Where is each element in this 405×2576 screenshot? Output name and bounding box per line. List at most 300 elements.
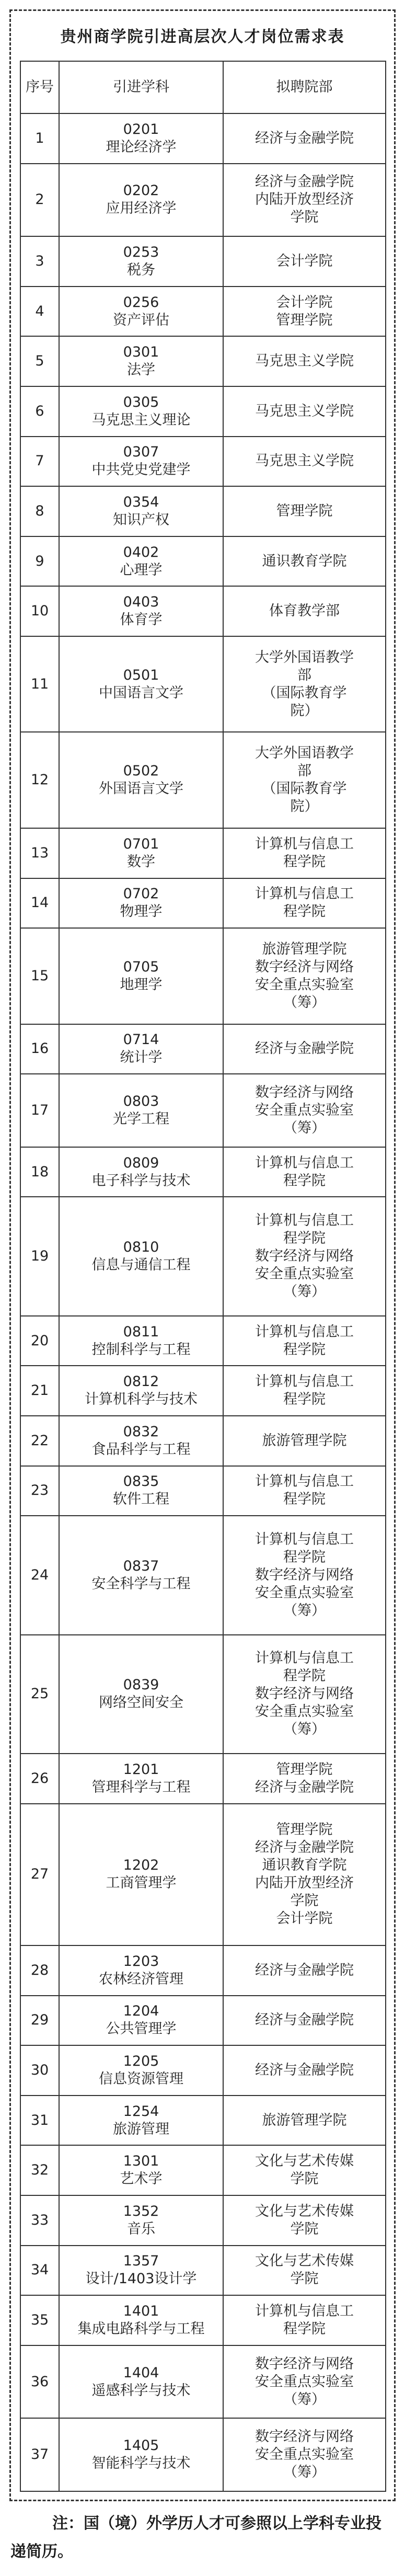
row-dept — [223, 2246, 386, 2296]
subject-code: 1254 — [123, 2103, 159, 2120]
subject-name: 音乐 — [127, 2220, 155, 2237]
row-subject — [59, 2195, 223, 2246]
row-dept — [223, 287, 386, 337]
row-dept — [223, 386, 386, 437]
row-dept — [223, 828, 386, 878]
row-subject — [59, 386, 223, 437]
dept-line: （筹） — [283, 2464, 326, 2481]
subject-name: 遥感科学与技术 — [91, 2382, 191, 2399]
row-subject — [59, 1197, 223, 1315]
subject-code: 0403 — [123, 594, 159, 611]
subject-name: 中共党史党建学 — [91, 462, 191, 478]
dept-line: 计算机与信息工 — [255, 1154, 354, 1171]
dept-line: （筹） — [283, 1721, 326, 1738]
row-dept — [223, 636, 386, 732]
subject-name: 光学工程 — [113, 1111, 169, 1128]
table-row — [20, 236, 386, 287]
subject-name: 中国语言文学 — [99, 684, 183, 701]
row-subject — [59, 1996, 223, 2046]
row-subject — [59, 536, 223, 587]
dept-line: 程学院 — [283, 1230, 326, 1247]
dept-line: 数字经济与网络 — [255, 1686, 354, 1702]
table-row — [20, 1316, 386, 1366]
row-dept — [223, 113, 386, 164]
dept-line: （筹） — [283, 994, 326, 1011]
dept-line: 学院 — [290, 2220, 319, 2237]
dept-line: （筹） — [283, 1120, 326, 1137]
subject-code: 1205 — [123, 2053, 159, 2069]
dept-line: 旅游管理学院 — [262, 2112, 347, 2128]
dept-line: 管理学院 — [276, 502, 333, 519]
row-seq: 2 — [20, 164, 59, 237]
subject-code: 1404 — [123, 2364, 159, 2381]
table-row — [20, 2246, 386, 2296]
row-subject — [59, 636, 223, 732]
dept-line: 大学外国语教学 — [255, 745, 354, 762]
subject-name: 艺术学 — [120, 2171, 163, 2188]
row-dept — [223, 732, 386, 828]
row-subject — [59, 1516, 223, 1634]
row-dept — [223, 2195, 386, 2246]
subject-name: 工商管理学 — [106, 1875, 177, 1892]
dept-line: 程学院 — [283, 1668, 326, 1685]
dept-line: 安全重点实验室 — [255, 2373, 354, 2390]
table-row — [20, 164, 386, 237]
subject-code: 0702 — [123, 886, 159, 902]
row-dept — [223, 236, 386, 287]
row-subject — [59, 164, 223, 237]
subject-name: 外国语言文学 — [99, 781, 183, 797]
row-seq: 6 — [20, 386, 59, 437]
row-dept — [223, 1416, 386, 1466]
subject-code: 1203 — [123, 1953, 159, 1970]
table-row — [20, 1754, 386, 1804]
subject-code: 1201 — [123, 1761, 159, 1778]
row-seq: 37 — [20, 2418, 59, 2491]
dept-line: 经济与金融学院 — [255, 130, 354, 146]
table-row — [20, 1466, 386, 1516]
subject-name: 设计/1403设计学 — [85, 2271, 197, 2287]
dept-line: 计算机与信息工 — [255, 1212, 354, 1229]
dept-line: 数字经济与网络 — [255, 1084, 354, 1101]
row-dept — [223, 2096, 386, 2146]
subject-code: 0256 — [123, 294, 159, 311]
dept-line: 数字经济与网络 — [255, 2355, 354, 2372]
dept-line: 数字经济与网络 — [255, 2429, 354, 2445]
row-subject — [59, 2246, 223, 2296]
header-seq: 序号 — [20, 61, 59, 113]
dept-line: 数字经济与网络 — [255, 1248, 354, 1265]
subject-code: 0837 — [123, 1558, 159, 1574]
subject-code: 0835 — [123, 1473, 159, 1490]
header-subject: 引进学科 — [59, 61, 223, 113]
row-seq: 17 — [20, 1074, 59, 1147]
dept-line: 马克思主义学院 — [255, 353, 354, 370]
row-dept — [223, 1074, 386, 1147]
dept-line: 计算机与信息工 — [255, 1531, 354, 1548]
subject-code: 0812 — [123, 1373, 159, 1390]
table-header-row — [20, 61, 386, 113]
dept-line: 部 — [297, 763, 311, 780]
row-seq: 21 — [20, 1366, 59, 1416]
row-seq: 9 — [20, 536, 59, 587]
row-dept — [223, 1366, 386, 1416]
dept-line: 经济与金融学院 — [255, 1040, 354, 1057]
table-row — [20, 287, 386, 337]
dept-line: 经济与金融学院 — [255, 1962, 354, 1978]
row-subject — [59, 1945, 223, 1996]
row-seq: 10 — [20, 586, 59, 636]
subject-code: 1401 — [123, 2303, 159, 2319]
subject-code: 0705 — [123, 958, 159, 975]
dept-line: 旅游管理学院 — [262, 941, 347, 957]
subject-name: 体育学 — [120, 612, 163, 628]
row-dept — [223, 1945, 386, 1996]
row-seq: 36 — [20, 2345, 59, 2419]
subject-code: 0201 — [123, 121, 159, 138]
row-subject — [59, 928, 223, 1024]
row-seq: 23 — [20, 1466, 59, 1516]
dept-line: 安全重点实验室 — [255, 1266, 354, 1283]
dept-line: 管理学院 — [276, 1761, 333, 1778]
subject-code: 0354 — [123, 494, 159, 510]
table-row — [20, 1197, 386, 1315]
table-row — [20, 732, 386, 828]
header-dept: 拟聘院部 — [223, 61, 386, 113]
table-row — [20, 2295, 386, 2345]
subject-code: 1204 — [123, 2003, 159, 2020]
dept-line: 文化与艺术传媒 — [255, 2153, 354, 2170]
row-dept — [223, 2295, 386, 2345]
table-row — [20, 437, 386, 487]
table-row — [20, 878, 386, 929]
row-subject — [59, 336, 223, 386]
table-row — [20, 586, 386, 636]
subject-code: 1405 — [123, 2437, 159, 2454]
table-row — [20, 636, 386, 732]
dept-line: 程学院 — [283, 853, 326, 870]
row-subject — [59, 1074, 223, 1147]
dept-line: 程学院 — [283, 903, 326, 920]
row-dept — [223, 1466, 386, 1516]
row-subject — [59, 2096, 223, 2146]
table-row — [20, 1516, 386, 1634]
dept-line: 体育教学部 — [269, 603, 340, 620]
table-row — [20, 2096, 386, 2146]
row-seq: 13 — [20, 828, 59, 878]
subject-name: 信息与通信工程 — [91, 1257, 191, 1274]
row-subject — [59, 1804, 223, 1945]
subject-name: 集成电路科学与工程 — [77, 2321, 205, 2337]
row-dept — [223, 586, 386, 636]
row-seq: 18 — [20, 1147, 59, 1197]
row-subject — [59, 2045, 223, 2096]
subject-code: 0202 — [123, 182, 159, 199]
dept-line: 旅游管理学院 — [262, 1432, 347, 1449]
subject-code: 0253 — [123, 244, 159, 260]
row-dept — [223, 1635, 386, 1754]
dept-line: 内陆开放型经济 — [255, 1875, 354, 1892]
subject-code: 0501 — [123, 667, 159, 683]
subject-code: 0301 — [123, 344, 159, 361]
row-dept — [223, 2045, 386, 2096]
dept-line: 安全重点实验室 — [255, 976, 354, 993]
row-dept — [223, 1147, 386, 1197]
subject-code: 0714 — [123, 1032, 159, 1048]
table-row — [20, 1074, 386, 1147]
table-row — [20, 536, 386, 587]
row-seq: 25 — [20, 1635, 59, 1754]
dept-line: 文化与艺术传媒 — [255, 2203, 354, 2219]
dept-line: 部 — [297, 667, 311, 683]
row-subject — [59, 732, 223, 828]
dept-line: 会计学院 — [276, 253, 333, 269]
dept-line: 院） — [290, 798, 319, 815]
row-seq: 3 — [20, 236, 59, 287]
row-subject — [59, 437, 223, 487]
dept-line: （筹） — [283, 1284, 326, 1300]
subject-name: 心理学 — [120, 562, 163, 578]
subject-code: 1301 — [123, 2153, 159, 2170]
subject-code: 0701 — [123, 835, 159, 852]
row-subject — [59, 878, 223, 929]
dept-line: 程学院 — [283, 1172, 326, 1189]
row-seq: 24 — [20, 1516, 59, 1634]
dept-line: 院） — [290, 702, 319, 719]
dept-line: 安全重点实验室 — [255, 1584, 354, 1601]
row-seq: 12 — [20, 732, 59, 828]
page-title: 贵州商学院引进高层次人才岗位需求表 — [60, 28, 345, 46]
table-row — [20, 2045, 386, 2096]
row-subject — [59, 236, 223, 287]
subject-name: 地理学 — [120, 976, 163, 993]
dept-line: 计算机与信息工 — [255, 1473, 354, 1490]
row-dept — [223, 878, 386, 929]
row-subject — [59, 2295, 223, 2345]
subject-name: 农林经济管理 — [99, 1971, 183, 1987]
table-row — [20, 113, 386, 164]
dept-line: 安全重点实验室 — [255, 1703, 354, 1720]
subject-name: 安全科学与工程 — [91, 1575, 191, 1592]
row-subject — [59, 1754, 223, 1804]
row-subject — [59, 1635, 223, 1754]
row-subject — [59, 2145, 223, 2195]
dept-line: 计算机与信息工 — [255, 886, 354, 902]
dept-line: 程学院 — [283, 1491, 326, 1508]
dept-line: 数字经济与网络 — [255, 958, 354, 975]
row-subject — [59, 486, 223, 536]
row-seq: 19 — [20, 1197, 59, 1315]
dept-line: （筹） — [283, 1602, 326, 1619]
dept-line: 学院 — [290, 2171, 319, 2188]
row-seq: 34 — [20, 2246, 59, 2296]
subject-code: 1202 — [123, 1857, 159, 1874]
table-body — [20, 113, 386, 2491]
dept-line: 文化与艺术传媒 — [255, 2253, 354, 2270]
dept-line: 管理学院 — [276, 312, 333, 328]
table-row — [20, 1635, 386, 1754]
dept-line: （筹） — [283, 2391, 326, 2408]
row-subject — [59, 1316, 223, 1366]
subject-code: 1357 — [123, 2253, 159, 2270]
row-subject — [59, 1147, 223, 1197]
row-seq: 33 — [20, 2195, 59, 2246]
dept-line: 数字经济与网络 — [255, 1566, 354, 1583]
row-subject — [59, 2418, 223, 2491]
dept-line: 经济与金融学院 — [255, 2012, 354, 2029]
table-row — [20, 828, 386, 878]
row-subject — [59, 2345, 223, 2419]
row-dept — [223, 1804, 386, 1945]
subject-code: 0305 — [123, 394, 159, 410]
row-seq: 11 — [20, 636, 59, 732]
row-dept — [223, 2418, 386, 2491]
row-seq: 4 — [20, 287, 59, 337]
subject-name: 信息资源管理 — [99, 2070, 183, 2087]
row-seq: 26 — [20, 1754, 59, 1804]
table-row — [20, 2418, 386, 2491]
subject-code: 0402 — [123, 544, 159, 560]
table-row — [20, 1147, 386, 1197]
subject-name: 税务 — [127, 261, 155, 278]
table-row — [20, 336, 386, 386]
row-dept — [223, 2345, 386, 2419]
row-seq: 35 — [20, 2295, 59, 2345]
footnote: 注：国（境）外学历人才可参照以上学科专业投递简历。 — [10, 2514, 381, 2561]
table-row — [20, 486, 386, 536]
subject-name: 马克思主义理论 — [91, 411, 191, 428]
dept-line: 计算机与信息工 — [255, 1373, 354, 1390]
row-dept — [223, 536, 386, 587]
subject-name: 管理科学与工程 — [91, 1779, 191, 1795]
dept-line: 内陆开放型经济 — [255, 191, 354, 208]
dept-line: 马克思主义学院 — [255, 403, 354, 419]
subject-code: 1352 — [123, 2203, 159, 2219]
row-seq: 14 — [20, 878, 59, 929]
row-seq: 27 — [20, 1804, 59, 1945]
table-row — [20, 1366, 386, 1416]
row-seq: 31 — [20, 2096, 59, 2146]
dept-line: （国际教育学 — [262, 781, 347, 797]
row-dept — [223, 336, 386, 386]
row-subject — [59, 828, 223, 878]
table-row — [20, 2145, 386, 2195]
dept-line: 大学外国语教学 — [255, 649, 354, 666]
subject-name: 控制科学与工程 — [91, 1341, 191, 1358]
row-subject — [59, 586, 223, 636]
row-dept — [223, 1516, 386, 1634]
row-seq: 15 — [20, 928, 59, 1024]
dept-line: 安全重点实验室 — [255, 1102, 354, 1119]
table-row — [20, 1945, 386, 1996]
subject-name: 知识产权 — [113, 511, 169, 528]
subject-code: 0809 — [123, 1154, 159, 1171]
subject-name: 数学 — [127, 853, 155, 870]
dept-line: 学院 — [290, 2271, 319, 2287]
dept-line: 管理学院 — [276, 1822, 333, 1838]
row-dept — [223, 1996, 386, 2046]
subject-name: 统计学 — [120, 1049, 163, 1066]
subject-name: 物理学 — [120, 903, 163, 920]
row-subject — [59, 1366, 223, 1416]
row-dept — [223, 2145, 386, 2195]
row-seq: 30 — [20, 2045, 59, 2096]
dept-line: 计算机与信息工 — [255, 835, 354, 852]
subject-name: 食品科学与工程 — [91, 1441, 191, 1458]
table-row — [20, 2345, 386, 2419]
dept-line: 会计学院 — [276, 1910, 333, 1927]
dept-line: 程学院 — [283, 1549, 326, 1565]
dept-line: 程学院 — [283, 1341, 326, 1358]
dept-line: 学院 — [290, 209, 319, 226]
table-row — [20, 1024, 386, 1074]
dept-line: 会计学院 — [276, 294, 333, 311]
subject-code: 0832 — [123, 1423, 159, 1440]
row-seq: 28 — [20, 1945, 59, 1996]
dept-line: 计算机与信息工 — [255, 1650, 354, 1667]
dept-line: （国际教育学 — [262, 684, 347, 701]
dept-line: 计算机与信息工 — [255, 1323, 354, 1340]
row-dept — [223, 1024, 386, 1074]
subject-name: 法学 — [127, 362, 155, 379]
subject-code: 0502 — [123, 763, 159, 780]
dept-line: 安全重点实验室 — [255, 2446, 354, 2463]
dept-line: 通识教育学院 — [262, 1857, 347, 1874]
subject-code: 0803 — [123, 1093, 159, 1110]
table-row — [20, 1804, 386, 1945]
dept-line: 经济与金融学院 — [255, 1779, 354, 1795]
positions-table — [20, 61, 386, 2492]
row-seq: 32 — [20, 2145, 59, 2195]
dept-line: 通识教育学院 — [262, 553, 347, 569]
page-frame — [9, 9, 396, 2501]
row-dept — [223, 1754, 386, 1804]
row-seq: 29 — [20, 1996, 59, 2046]
row-seq: 5 — [20, 336, 59, 386]
subject-code: 0810 — [123, 1239, 159, 1256]
table-row — [20, 1416, 386, 1466]
row-seq: 1 — [20, 113, 59, 164]
subject-name: 智能科学与技术 — [91, 2455, 191, 2472]
row-dept — [223, 437, 386, 487]
dept-line: 经济与金融学院 — [255, 174, 354, 190]
subject-name: 应用经济学 — [106, 200, 177, 217]
row-subject — [59, 1466, 223, 1516]
subject-name: 资产评估 — [113, 312, 169, 328]
subject-code: 0307 — [123, 444, 159, 461]
subject-name: 理论经济学 — [106, 139, 177, 155]
subject-name: 计算机科学与技术 — [85, 1391, 198, 1408]
row-seq: 22 — [20, 1416, 59, 1466]
row-dept — [223, 164, 386, 237]
row-dept — [223, 1316, 386, 1366]
row-dept — [223, 1197, 386, 1315]
dept-line: 程学院 — [283, 2321, 326, 2337]
table-row — [20, 928, 386, 1024]
subject-name: 网络空间安全 — [99, 1695, 183, 1711]
table-row — [20, 1996, 386, 2046]
subject-name: 电子科学与技术 — [91, 1172, 191, 1189]
dept-line: 计算机与信息工 — [255, 2303, 354, 2319]
table-row — [20, 386, 386, 437]
row-subject — [59, 1416, 223, 1466]
row-seq: 8 — [20, 486, 59, 536]
row-subject — [59, 1024, 223, 1074]
subject-code: 0811 — [123, 1323, 159, 1340]
dept-line: 经济与金融学院 — [255, 2062, 354, 2078]
row-seq: 20 — [20, 1316, 59, 1366]
subject-name: 公共管理学 — [106, 2021, 177, 2037]
